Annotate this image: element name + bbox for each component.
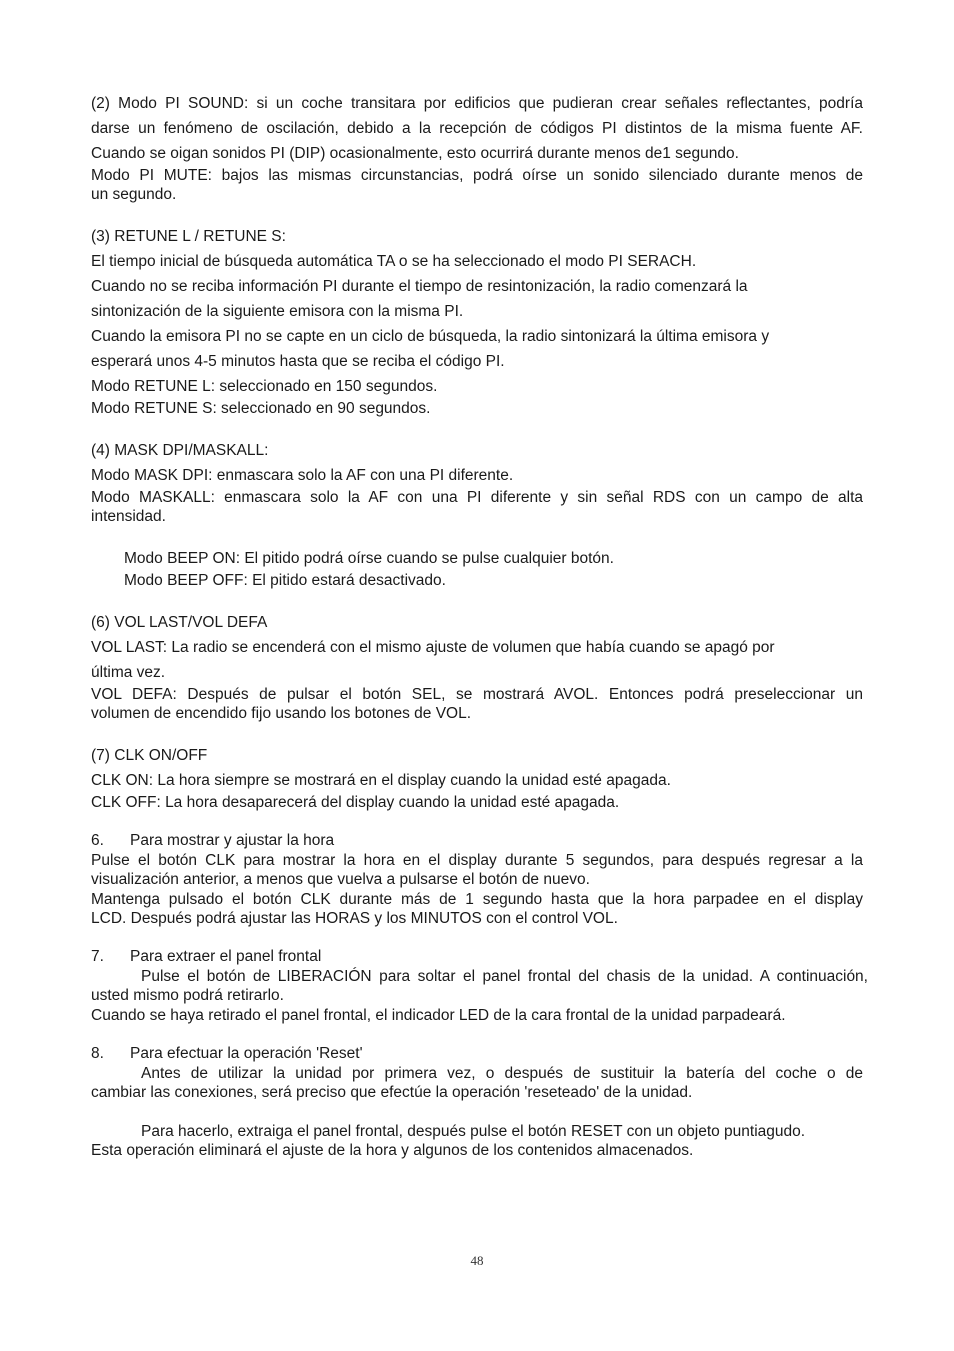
section-heading: (7) CLK ON/OFF — [91, 747, 208, 764]
section-number: 6. — [91, 832, 104, 849]
text-line: Modo PI MUTE: bajos las mismas circunstancias, podrá oírse un sonido silenciado durante menos de — [91, 167, 863, 184]
text-line: Pulse el botón de LIBERACIÓN para soltar el panel frontal del chasis de la unidad. A continuación, — [141, 968, 868, 985]
section-heading — [91, 831, 863, 850]
text-line: (2) Modo PI SOUND: si un coche transitara por edificios que pudieran crear señales reflectantes, podría — [91, 95, 863, 112]
text-line: cambiar las conexiones, será preciso que efectúe la operación 'reseteado' de la unidad. — [91, 1084, 693, 1101]
section-heading: (3) RETUNE L / RETUNE S: — [91, 228, 286, 245]
section-title: Para mostrar y ajustar la hora — [130, 832, 335, 849]
text-line: Modo BEEP ON: El pitido podrá oírse cuando se pulse cualquier botón. — [124, 550, 614, 567]
section-heading: (4) MASK DPI/MASKALL: — [91, 442, 269, 459]
text-line: usted mismo podrá retirarlo. — [91, 987, 284, 1004]
text-line: LCD. Después podrá ajustar las HORAS y los MINUTOS con el control VOL. — [91, 910, 618, 927]
text-line: esperará unos 4-5 minutos hasta que se reciba el código PI. — [91, 353, 505, 370]
text-line: Modo MASKALL: enmascara solo la AF con una PI diferente y sin señal RDS con un campo de alta — [91, 489, 863, 506]
text-line: Cuando la emisora PI no se capte en un ciclo de búsqueda, la radio sintonizará la última emisora y — [91, 328, 770, 345]
text-line: Esta operación eliminará el ajuste de la hora y algunos de los contenidos almacenados. — [91, 1142, 694, 1159]
text-line: Modo BEEP OFF: El pitido estará desactivado. — [124, 572, 446, 589]
text-line: Para hacerlo, extraiga el panel frontal, después pulse el botón RESET con un objeto puntiagudo. — [141, 1123, 806, 1140]
text-line: CLK ON: La hora siempre se mostrará en el display cuando la unidad esté apagada. — [91, 772, 671, 789]
page-number: 48 — [470, 1253, 484, 1268]
text-line: visualización anterior, a menos que vuelva a pulsarse el botón de nuevo. — [91, 871, 590, 888]
section-title: Para extraer el panel frontal — [130, 948, 322, 965]
text-line: Cuando no se reciba información PI durante el tiempo de resintonización, la radio comenzará la — [91, 278, 748, 295]
text-line: Pulse el botón CLK para mostrar la hora en el display durante 5 segundos, para después regresar a la — [91, 852, 863, 869]
section-number: 8. — [91, 1045, 104, 1062]
text-line: Cuando se oigan sonidos PI (DIP) ocasionalmente, esto ocurrirá durante menos de1 segundo. — [91, 145, 739, 162]
section-heading — [91, 1044, 863, 1063]
text-line: Mantenga pulsado el botón CLK durante más de 1 segundo hasta que la hora parpadee en el display — [91, 891, 863, 908]
section-heading: (6) VOL LAST/VOL DEFA — [91, 614, 268, 631]
text-line: volumen de encendido fijo usando los botones de VOL. — [91, 705, 472, 722]
text-line: sintonización de la siguiente emisora con la misma PI. — [91, 303, 464, 320]
section-title: Para efectuar la operación 'Reset' — [130, 1045, 363, 1062]
text-line: Antes de utilizar la unidad por primera vez, o después de sustituir la batería del coche o de — [141, 1065, 863, 1082]
text-line: El tiempo inicial de búsqueda automática TA o se ha seleccionado el modo PI SERACH. — [91, 253, 697, 270]
text-line: Modo MASK DPI: enmascara solo la AF con una PI diferente. — [91, 467, 514, 484]
text-line: intensidad. — [91, 508, 166, 525]
text-line: VOL DEFA: Después de pulsar el botón SEL, se mostrará AVOL. Entonces podrá preseleccionar un — [91, 686, 863, 703]
text-line: CLK OFF: La hora desaparecerá del display cuando la unidad esté apagada. — [91, 794, 620, 811]
text-line: Cuando se haya retirado el panel frontal, el indicador LED de la cara frontal de la unidad parpadeará. — [91, 1007, 786, 1024]
text-line: darse un fenómeno de oscilación, debido a la recepción de códigos PI distintos de la misma fuente AF. — [91, 120, 863, 137]
text-line: Modo RETUNE L: seleccionado en 150 segundos. — [91, 378, 438, 395]
section-number: 7. — [91, 948, 104, 965]
text-line: Modo RETUNE S: seleccionado en 90 segundos. — [91, 400, 431, 417]
text-line: última vez. — [91, 664, 166, 681]
text-line: VOL LAST: La radio se encenderá con el mismo ajuste de volumen que había cuando se apagó por — [91, 639, 775, 656]
text-line: un segundo. — [91, 186, 177, 203]
section-heading — [91, 947, 863, 966]
